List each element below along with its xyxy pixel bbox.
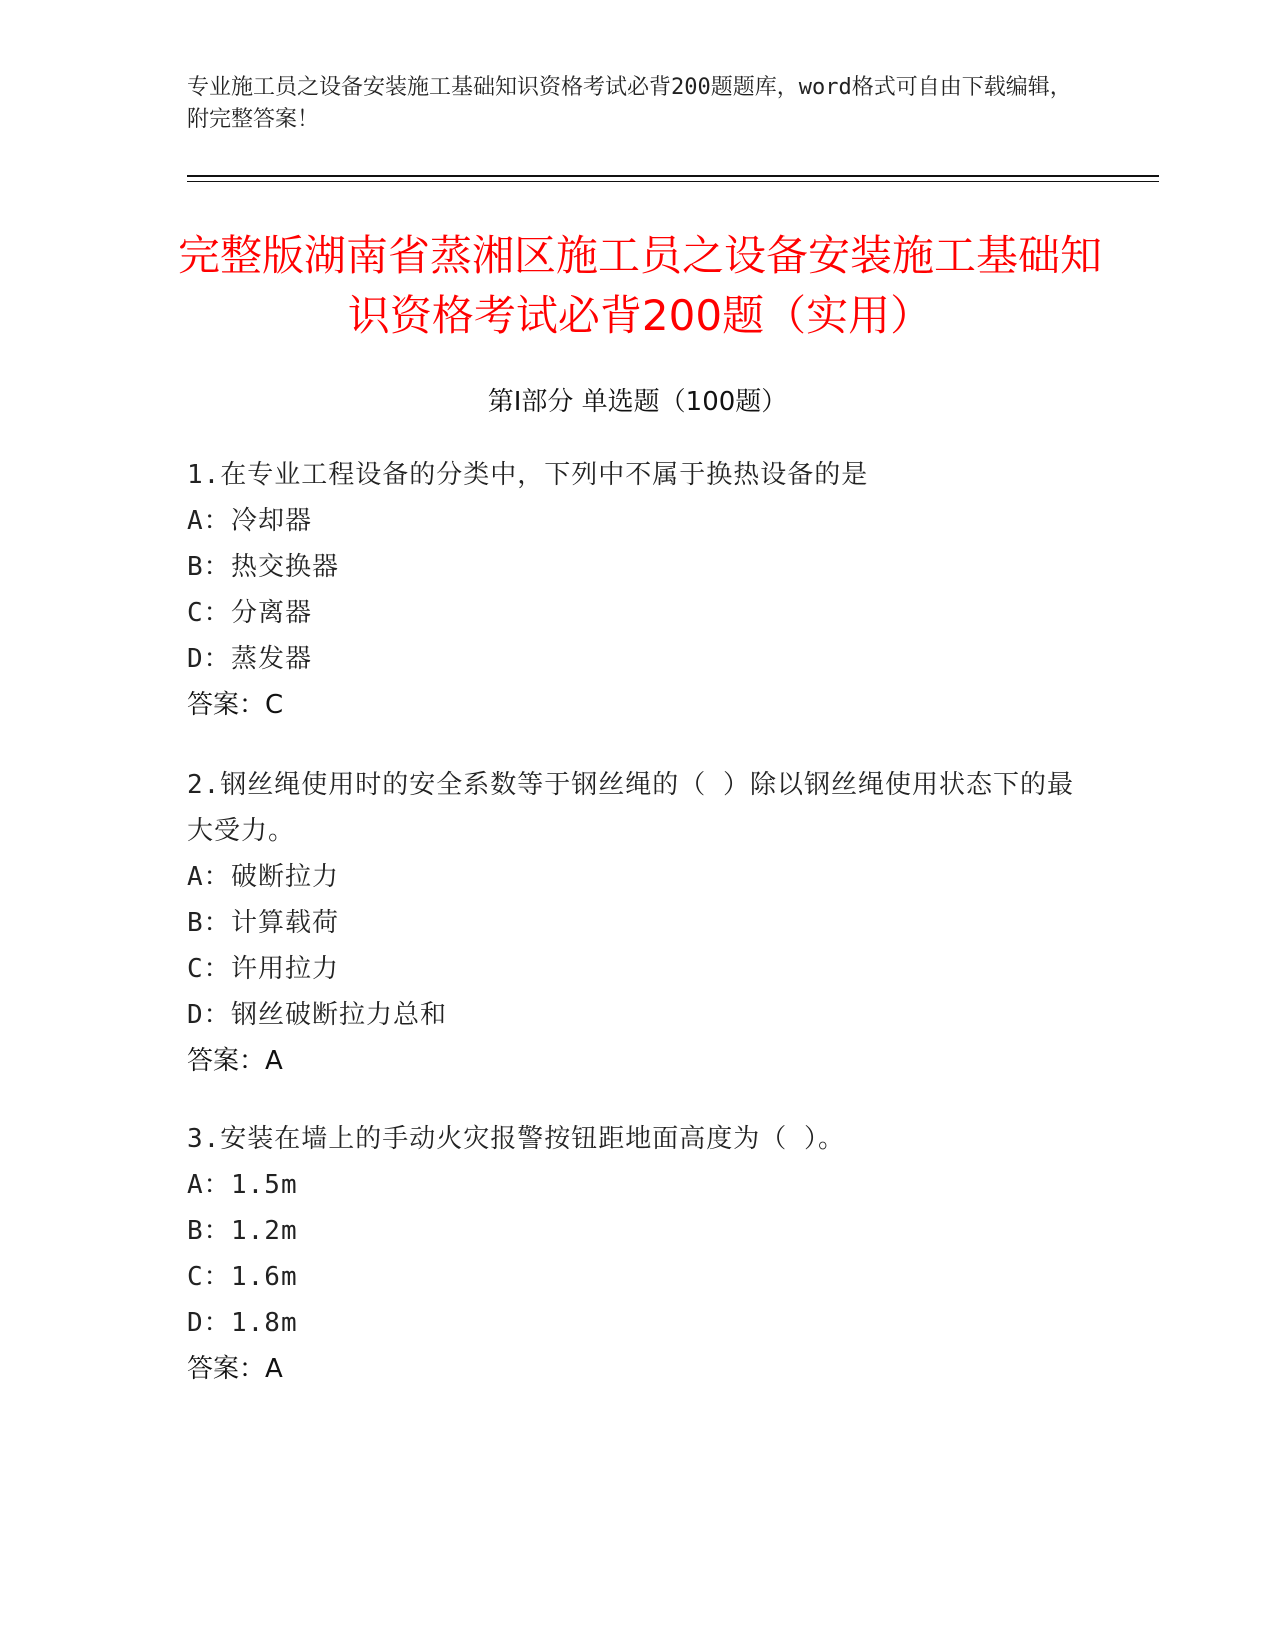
option-c: [187, 590, 1087, 636]
option-c: [187, 946, 1087, 992]
header-divider-thin: [187, 181, 1159, 182]
option-key: A：: [187, 506, 231, 536]
option-key: D：: [187, 644, 231, 674]
header-note: 专业施工员之设备安装施工基础知识资格考试必背200题题库，word格式可自由下载编辑，附完整答案！: [187, 75, 1072, 132]
option-key: B：: [187, 552, 231, 582]
section-heading: 第Ⅰ部分 单选题（100题）: [487, 387, 788, 417]
option-text: 分离器: [231, 598, 313, 628]
option-key: D：: [187, 1000, 231, 1030]
option-text: 冷却器: [231, 506, 313, 536]
option-text: 热交换器: [231, 552, 340, 582]
option-key: D：: [187, 1308, 231, 1338]
question-3: [187, 1116, 1087, 1392]
option-key: C：: [187, 598, 231, 628]
option-b: [187, 1208, 1087, 1254]
option-d: [187, 1300, 1087, 1346]
option-key: B：: [187, 1216, 231, 1246]
option-a: [187, 1162, 1087, 1208]
option-key: A：: [187, 1170, 231, 1200]
document-title: 完整版湖南省蒸湘区施工员之设备安装施工基础知识资格考试必背200题（实用）: [177, 231, 1102, 340]
answer: 答案：A: [187, 1354, 283, 1384]
option-c: [187, 1254, 1087, 1300]
option-text: 许用拉力: [231, 954, 340, 984]
option-text: 计算载荷: [231, 908, 340, 938]
question-stem: 2.钢丝绳使用时的安全系数等于钢丝绳的（ ）除以钢丝绳使用状态下的最大受力。: [187, 770, 1074, 846]
option-d: [187, 992, 1087, 1038]
option-text: 蒸发器: [231, 644, 313, 674]
option-a: [187, 498, 1087, 544]
answer: 答案：C: [187, 690, 284, 720]
option-b: [187, 544, 1087, 590]
option-key: C：: [187, 954, 231, 984]
option-text: 1.8m: [231, 1308, 298, 1338]
question-1: [187, 452, 1087, 728]
option-d: [187, 636, 1087, 682]
option-text: 1.2m: [231, 1216, 298, 1246]
option-text: 1.5m: [231, 1170, 298, 1200]
option-key: B：: [187, 908, 231, 938]
question-stem: 3.安装在墙上的手动火灾报警按钮距地面高度为（ ）。: [187, 1124, 845, 1154]
question-2: [187, 762, 1087, 1084]
option-text: 破断拉力: [231, 862, 340, 892]
answer: 答案：A: [187, 1046, 283, 1076]
option-a: [187, 854, 1087, 900]
option-text: 钢丝破断拉力总和: [231, 1000, 448, 1030]
question-stem: 1.在专业工程设备的分类中，下列中不属于换热设备的是: [187, 460, 869, 490]
option-b: [187, 900, 1087, 946]
option-key: C：: [187, 1262, 231, 1292]
option-text: 1.6m: [231, 1262, 298, 1292]
option-key: A：: [187, 862, 231, 892]
header-divider-thick: [187, 175, 1159, 177]
